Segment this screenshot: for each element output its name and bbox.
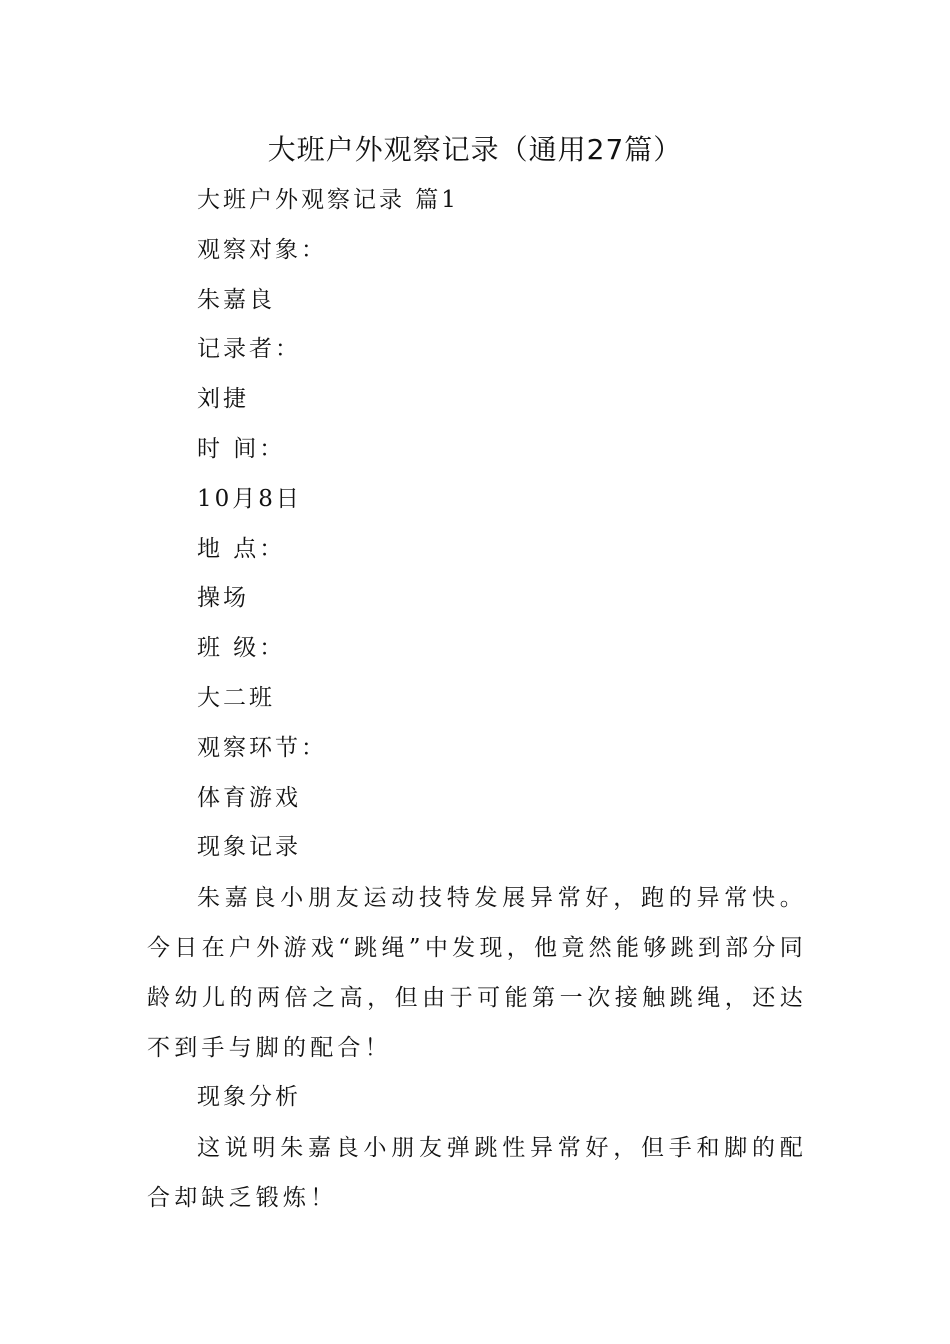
paragraph-analysis: 这说明朱嘉良小朋友弹跳性异常好，但手和脚的配合却缺乏锻炼！ <box>147 1134 807 1211</box>
field-value-recorder: 刘捷 <box>197 386 249 413</box>
field-value-observation-stage: 体育游戏 <box>197 784 301 811</box>
section-heading: 大班户外观察记录 篇1 <box>197 187 459 213</box>
field-label-time: 时 间： <box>197 435 286 462</box>
subheading-record: 现象记录 <box>197 834 301 861</box>
paragraph-record: 朱嘉良小朋友运动技特发展异常好，跑的异常快。今日在户外游戏“跳绳”中发现，他竟然能够跳到部分同龄幼儿的两倍之高，但由于可能第一次接触跳绳，还达不到手与脚的配合！ <box>147 885 807 1062</box>
document-title: 大班户外观察记录（通用27篇） <box>267 133 683 166</box>
field-value-class: 大二班 <box>197 684 275 711</box>
field-value-location: 操场 <box>197 585 249 612</box>
subheading-analysis: 现象分析 <box>197 1084 301 1111</box>
document-body <box>147 176 807 1223</box>
field-label-class: 班 级： <box>197 635 286 662</box>
field-label-observation-stage: 观察环节： <box>197 734 327 761</box>
field-value-time: 10月8日 <box>197 485 302 512</box>
field-label-recorder: 记录者： <box>197 336 301 363</box>
field-value-observation-target: 朱嘉良 <box>197 286 275 313</box>
field-label-location: 地 点： <box>197 535 286 562</box>
field-label-observation-target: 观察对象： <box>197 236 327 263</box>
